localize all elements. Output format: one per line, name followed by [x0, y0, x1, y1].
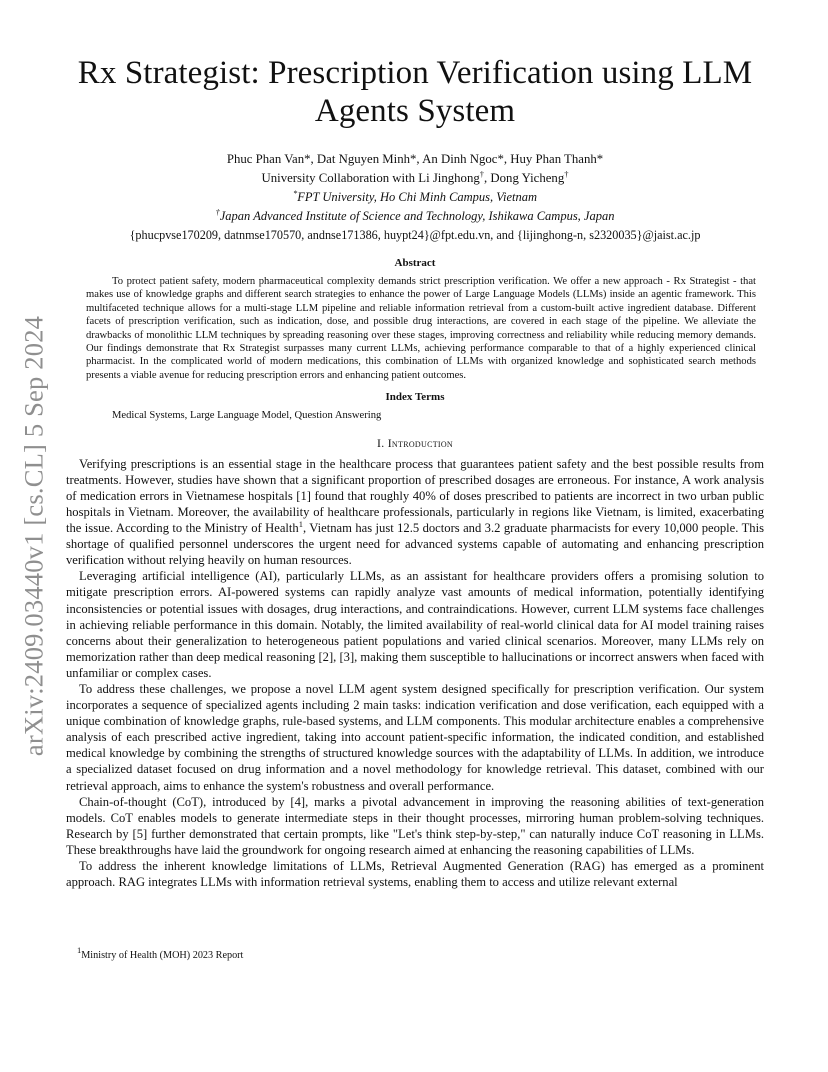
- author-block: [66, 150, 764, 245]
- affiliation-fpt: [66, 188, 764, 207]
- paragraph: To address the inherent knowledge limitations of LLMs, Retrieval Augmented Generation (RAG) has emerged as a prominent approach. RAG integrates LLMs with information retrieval systems, enabling them to access and utilize relevant external: [66, 859, 764, 890]
- index-terms-heading: Index Terms: [385, 391, 445, 404]
- section-heading-introduction: [66, 436, 764, 451]
- arxiv-identifier-stamp: [14, 296, 54, 776]
- paragraph: [66, 456, 764, 569]
- affiliation-jaist: [66, 207, 764, 226]
- collab-names-1: University Collaboration with Li Jinghong: [261, 171, 480, 185]
- paper-title: Rx Strategist: Prescription Verification using LLM Agents System: [77, 55, 753, 129]
- affiliation-fpt-text: FPT University, Ho Chi Minh Campus, Vietnam: [297, 190, 538, 204]
- paragraph-1-rest: , Vietnam has just 12.5 doctors and 3.2 graduate pharmacists for every 10,000 people. This shortage of qualified personnel underscores the urgent need for advanced systems capable of automating and enhancing prescription verification without relying heavily on human resources.: [66, 521, 764, 568]
- star-mark: *: [292, 188, 298, 198]
- abstract-text: To protect patient safety, modern pharmaceutical complexity demands strict prescription verification. We offer a new approach - Rx Strategist - that makes use of knowledge graphs and different search strategies to enhance the power of Large Language Models (LLMs) inside an agentic framework. This multifaceted technique allows for a multi-stage LLM pipeline and reliable information retrieval from a custom-built active ingredient database. Different facets of prescription verification, such as indication, dose, and possible drug interactions, are covered in each stage of the pipeline. We alleviate the drawbacks of monolithic LLM techniques by spreading reasoning over these stages, improving correctness and reliability while reducing memory demands. Our findings demonstrate that Rx Strategist surpasses many current LLMs, achieving performance comparable to that of a highly experienced clinical pharmacist. In the complicated world of modern medications, this combination of LLMs with organized knowledge and sophisticated search methods presents a viable avenue for reducing prescription errors and enhancing patient outcomes.: [86, 276, 756, 381]
- section-numeral: I.: [376, 435, 388, 450]
- collaboration-line: [66, 169, 764, 188]
- paragraph: Chain-of-thought (CoT), introduced by [4], marks a pivotal advancement in improving the reasoning abilities of text-generation models. CoT enables models to generate intermediate steps in their thought processes, mirroring human problem-solving techniques. Research by [5] further demonstrated that certain prompts, like "Let's think step-by-step," can naturally induce CoT reasoning in LLMs. These breakthroughs have laid the groundwork for ongoing research aimed at enhancing the reasoning capabilities of LLMs.: [66, 794, 764, 857]
- dagger-mark: †: [564, 169, 569, 179]
- paragraph-1-text: Verifying prescriptions is an essential stage in the healthcare process that guarantees patient safety and the best possible results from treatments. However, studies have shown that a significant proportion of prescribed dosages are erroneous. For instance, A work analysis of medication errors in Vietnamese hospitals [1] found that roughly 40% of doses prescribed to patients are incorrect in two urban public hospitals in Vietnam. Moreover, the availability of healthcare professionals, particularly in regions like Vietnam, is limited, exacerbating the issue. According to the Ministry of Health: [66, 456, 764, 536]
- section-name: Introduction: [387, 435, 454, 450]
- author-emails: {phucpvse170209, datnmse170570, andnse171386, huypt24}@fpt.edu.vn, and {lijinghong-n, s2320035}@jaist.ac.jp: [129, 228, 701, 242]
- affiliation-jaist-text: Japan Advanced Institute of Science and Technology, Ishikawa Campus, Japan: [219, 209, 615, 223]
- collab-names-2: , Dong Yicheng: [484, 171, 565, 185]
- introduction-body: [66, 456, 764, 891]
- paper-page: [66, 54, 764, 890]
- paragraph: To address these challenges, we propose a novel LLM agent system designed specifically for prescription verification. Our system incorporates a sequence of specialized agents including 2 main tasks: indication verification and dose verification, each equipped with a unique combination of knowledge graphs, rule-based systems, and LLM components. This modular architecture enables a comprehensive analysis of each prescribed active ingredient, taking into account patient-specific information, the indicated condition, and established medical knowledge by combining the strengths of structured knowledge sources with the adaptability of LLMs. In addition, we introduce a specialized dataset focused on drug information and a novel methodology for knowledge retrieval. This dataset, combined with our retrieval approach, aims to enhance the system's robustness and overall performance.: [66, 681, 764, 793]
- dagger-mark: †: [479, 169, 485, 179]
- footnote-text: Ministry of Health (MOH) 2023 Report: [81, 950, 244, 961]
- dagger-mark: †: [215, 207, 220, 217]
- footnote-ref[interactable]: 1: [298, 519, 303, 530]
- arxiv-id-text: arXiv:2409.03440v1 [cs.CL] 5 Sep 2024: [18, 315, 49, 757]
- abstract-heading: Abstract: [394, 257, 436, 269]
- author-names: Phuc Phan Van*, Dat Nguyen Minh*, An Dinh Ngoc*, Huy Phan Thanh*: [226, 152, 604, 166]
- index-terms-text: Medical Systems, Large Language Model, Question Answering: [112, 410, 382, 422]
- paragraph: Leveraging artificial intelligence (AI), particularly LLMs, as an assistant for healthcare providers offers a promising solution to mitigate prescription errors. AI-powered systems can rapidly analyze vast amounts of medical information, potentially identifying inconsistencies or potential issues with dosages, drug interactions, and contraindications. However, current LLM systems face challenges in achieving reliable performance in this domain. Notably, the limited availability of real-world clinical data for AI model training raises concerns about their generalization to heterogeneous patient populations and varied clinical scenarios. Moreover, many LLMs rely on memorization rather than deep medical reasoning [2], [3], making them susceptible to hallucinations or incorrect answers when faced with unfamiliar or complex cases.: [66, 569, 765, 680]
- footnote-mark: 1: [77, 945, 82, 955]
- footnote: [77, 945, 244, 961]
